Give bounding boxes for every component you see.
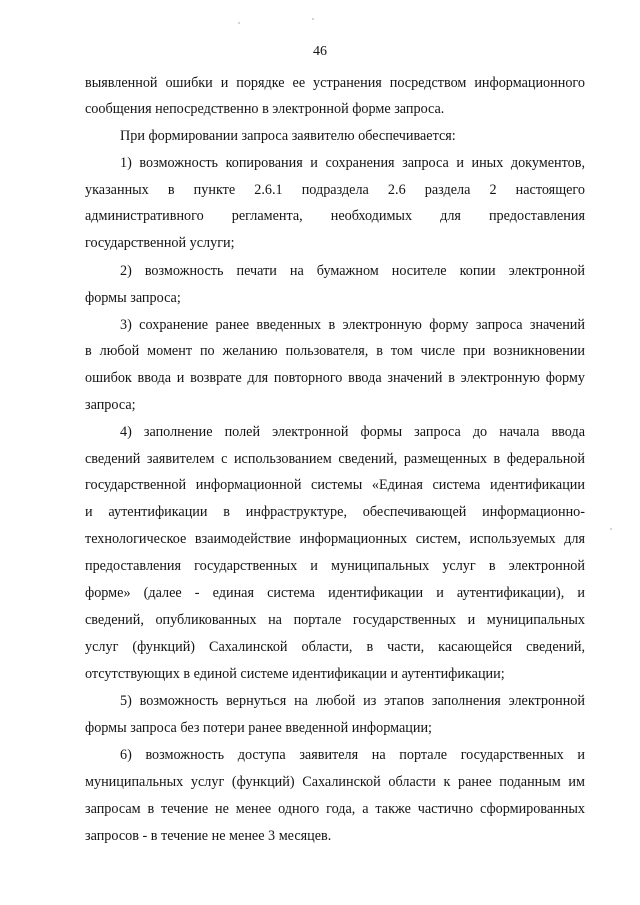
text-line: формы запроса без потери ранее введенной информации; <box>85 720 432 736</box>
text-line: в любой момент по желанию пользователя, в том числе при возникновении <box>85 343 585 359</box>
text-line: сообщения непосредственно в электронной форме запроса. <box>85 101 445 117</box>
text-line: выявленной ошибки и порядке ее устранения посредством информационного <box>85 75 585 91</box>
text-line: указанных в пункте 2.6.1 подраздела 2.6 раздела 2 настоящего <box>85 182 585 198</box>
text-line: 4) заполнение полей электронной формы запроса до начала ввода <box>120 424 585 440</box>
text-line: сведений заявителем с использованием сведений, размещенных в федеральной <box>85 451 585 467</box>
text-line: запросам в течение не менее одного года, а также частично сформированных <box>85 801 585 817</box>
text-line: форме» (далее - единая система идентификации и аутентификации), и <box>85 585 585 601</box>
text-line: 5) возможность вернуться на любой из этапов заполнения электронной <box>120 693 585 709</box>
scan-artifact <box>238 22 240 24</box>
text-line: 6) возможность доступа заявителя на портале государственных и <box>120 747 585 763</box>
text-line: муниципальных услуг (функций) Сахалинской области к ранее поданным им <box>85 774 585 790</box>
text-line: государственной информационной системы «Единая система идентификации <box>85 477 585 493</box>
text-line: 1) возможность копирования и сохранения запроса и иных документов, <box>120 155 585 171</box>
text-line: формы запроса; <box>85 290 181 306</box>
text-line: технологическое взаимодействие информационных систем, используемых для <box>85 531 585 547</box>
text-line: запроса; <box>85 397 136 413</box>
page-number: 46 <box>313 44 327 59</box>
text-line: государственной услуги; <box>85 235 235 251</box>
text-line: и аутентификации в инфраструктуре, обеспечивающей информационно- <box>85 504 585 520</box>
text-line: 3) сохранение ранее введенных в электронную форму запроса значений <box>120 317 585 333</box>
text-line: При формировании запроса заявителю обеспечивается: <box>120 128 456 144</box>
text-line: отсутствующих в единой системе идентификации и аутентификации; <box>85 666 505 682</box>
scan-artifact <box>610 528 612 530</box>
text-line: услуг (функций) Сахалинской области, в части, касающейся сведений, <box>85 639 585 655</box>
text-line: запросов - в течение не менее 3 месяцев. <box>85 828 332 844</box>
scan-artifact <box>312 18 314 20</box>
text-line: ошибок ввода и возврате для повторного ввода значений в электронную форму <box>85 370 585 386</box>
text-line: административного регламента, необходимых для предоставления <box>85 208 585 224</box>
text-line: сведений, опубликованных на портале государственных и муниципальных <box>85 612 585 628</box>
text-line: 2) возможность печати на бумажном носителе копии электронной <box>120 263 585 279</box>
text-line: предоставления государственных и муниципальных услуг в электронной <box>85 558 585 574</box>
